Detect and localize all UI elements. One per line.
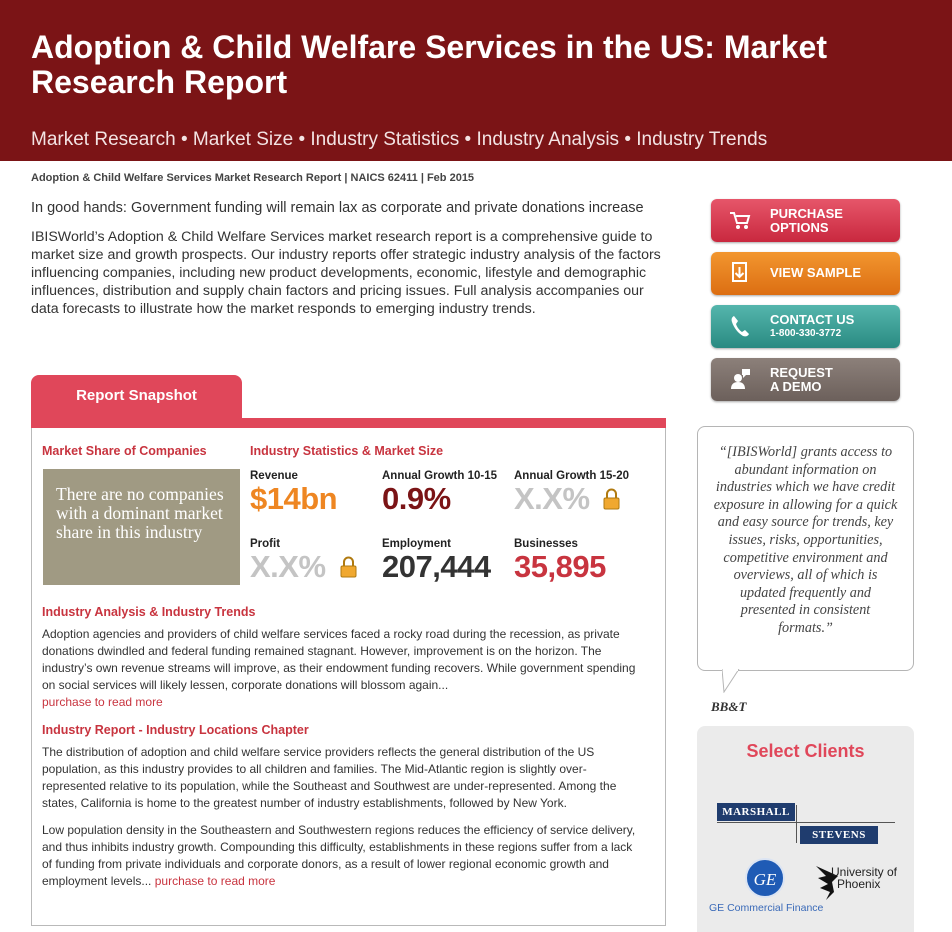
stat-label: Employment bbox=[382, 538, 452, 550]
stat-revenue bbox=[250, 470, 337, 516]
uop-line-1: University of bbox=[831, 865, 898, 879]
marshall-stevens-line bbox=[717, 822, 895, 823]
clients-heading: Select Clients bbox=[746, 741, 865, 761]
stat-label: Profit bbox=[250, 538, 281, 550]
view-sample-label: VIEW SAMPLE bbox=[770, 265, 862, 280]
stat-value: 0.9% bbox=[382, 481, 451, 516]
stat-value: X.X% bbox=[514, 481, 590, 516]
stat-label: Annual Growth 10-15 bbox=[382, 470, 498, 482]
analysis-body: Adoption agencies and providers of child welfare services faced a rocky road during the recession, as private donations dwindled and federal funding remained stagnant. However, improvement is on the horizon. The industry’s own revenue streams will improve, as their endowment funding recovers. While government spending on social services will likely lessen, corporate donations will blossom again... bbox=[42, 627, 636, 692]
stat-value: 35,895 bbox=[514, 549, 606, 584]
lock-icon[interactable] bbox=[339, 556, 358, 578]
report-meta: Adoption & Child Welfare Services Market Research Report | NAICS 62411 | Feb 2015 bbox=[31, 172, 475, 184]
stat-label: Annual Growth 15-20 bbox=[514, 470, 630, 482]
testimonial-source: BB&T bbox=[711, 699, 747, 714]
locations-text-2 bbox=[42, 822, 642, 890]
stats-heading: Industry Statistics & Market Size bbox=[250, 444, 444, 458]
tagline: In good hands: Government funding will remain lax as corporate and private donations increase bbox=[31, 200, 644, 216]
testimonial-quote: “[IBISWorld] grants access to abundant information on industries which we have credit exposure in allowing for a quick and easy source for trends, key issues, risks, opportunities, competitive environment and overviews, all of which is updated frequently and presented in consistent formats.” bbox=[697, 426, 914, 671]
download-icon bbox=[729, 261, 751, 285]
phone-icon bbox=[729, 314, 751, 338]
stat-employment bbox=[382, 538, 491, 584]
analysis-text bbox=[42, 626, 642, 711]
tab-report-snapshot[interactable]: Report Snapshot bbox=[31, 375, 242, 420]
purchase-options-button[interactable] bbox=[711, 199, 900, 242]
quote-tail bbox=[722, 669, 740, 693]
market-share-box: There are no companies with a dominant market share in this industry bbox=[43, 469, 240, 585]
person-chat-icon bbox=[729, 367, 751, 391]
stat-value: $14bn bbox=[250, 481, 338, 516]
report-description: IBISWorld’s Adoption & Child Welfare Services market research report is a comprehensive guide to market size and growth prospects. Our industry reports offer strategic industry analysis of the factors influencing companies, including new product developments, economic, lifestyle and demographic influences, distribution and supply chain factors and pricing issues. Full analysis accompanies our data forecasts to illustrate how the market responds to emerging industry trends. bbox=[31, 229, 661, 317]
subnav: Market Research • Market Size • Industry Statistics • Industry Analysis • Industry Trends bbox=[31, 129, 768, 150]
stat-growth-10-15 bbox=[382, 470, 497, 516]
ge-logo: GE bbox=[745, 858, 785, 898]
locations-text-1: The distribution of adoption and child welfare service providers reflects the general distribution of the US population, as this industry provides to all children and families. The Mid-Atlantic region is slightly over-represented relative to its population, while the Southeast and Southwest are under-represented. Among the states, California is home to the greatest number of industry establishments, followed by New York. bbox=[42, 745, 617, 810]
marshall-stevens-logo: MARSHALL bbox=[717, 803, 795, 821]
marshall-stevens-logo-2: STEVENS bbox=[800, 826, 878, 844]
cart-icon bbox=[729, 208, 751, 232]
snapshot-bar bbox=[31, 418, 666, 428]
page-title: Adoption & Child Welfare Services in the US: Market Research Report bbox=[31, 29, 827, 100]
stat-label: Revenue bbox=[250, 470, 298, 482]
university-of-phoenix-logo bbox=[831, 866, 897, 890]
marshall-stevens-vline bbox=[796, 805, 797, 843]
purchase-label-1: PURCHASE bbox=[770, 206, 843, 221]
demo-label-1: REQUEST bbox=[770, 365, 833, 380]
stat-businesses bbox=[514, 538, 606, 584]
purchase-to-read-more-link[interactable]: purchase to read more bbox=[154, 874, 276, 888]
request-demo-button[interactable] bbox=[711, 358, 900, 401]
purchase-to-read-more-link[interactable]: purchase to read more bbox=[42, 695, 163, 709]
contact-label: CONTACT US bbox=[770, 312, 855, 327]
stat-label: Businesses bbox=[514, 538, 578, 550]
contact-phone: 1-800-330-3772 bbox=[770, 328, 842, 339]
market-share-heading: Market Share of Companies bbox=[42, 444, 207, 458]
purchase-label-2: OPTIONS bbox=[770, 220, 829, 235]
uop-line-2: Phoenix bbox=[837, 877, 881, 891]
lock-icon[interactable] bbox=[602, 488, 621, 510]
view-sample-button[interactable] bbox=[711, 252, 900, 295]
locations-body: Low population density in the Southeastern and Southwestern regions reduces the efficiency of service delivery, and thus inhibits industry growth. Compounding this difficulty, establishments in these regions suffer from a lack of funding from private individuals and corporate donors, as a result of lower regional economic growth and employment levels... bbox=[42, 823, 636, 888]
stat-value: 207,444 bbox=[382, 549, 491, 584]
stat-value: X.X% bbox=[250, 549, 326, 584]
demo-label-2: A DEMO bbox=[770, 379, 822, 394]
stat-profit bbox=[250, 538, 326, 584]
analysis-heading: Industry Analysis & Industry Trends bbox=[42, 605, 256, 619]
contact-us-button[interactable] bbox=[711, 305, 900, 348]
ge-caption: GE Commercial Finance bbox=[709, 902, 824, 914]
page-header bbox=[0, 0, 952, 161]
locations-heading: Industry Report - Industry Locations Chapter bbox=[42, 723, 309, 737]
